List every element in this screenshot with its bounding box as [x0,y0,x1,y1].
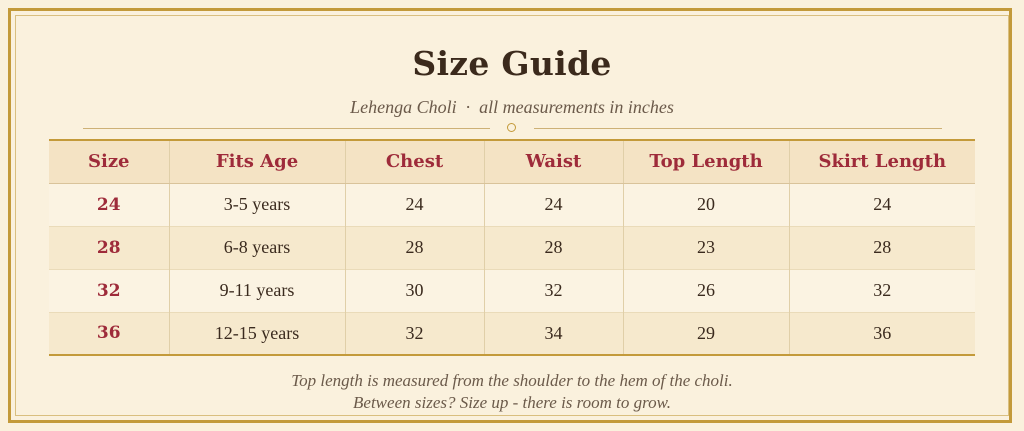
divider-ornament-icon [507,123,516,132]
age-cell: 6-8 years [169,226,345,269]
divider-right [534,128,942,129]
size-cell: 24 [49,183,169,226]
waist-cell: 32 [484,269,623,312]
header-size: Size [49,140,169,183]
header-chest: Chest [345,140,484,183]
table-row [49,183,975,226]
age-cell: 9-11 years [169,269,345,312]
top-length-cell: 26 [623,269,789,312]
measurement-note: Top length is measured from the shoulder to the hem of the choli. [291,371,733,390]
header-top-length: Top Length [623,140,789,183]
page-subtitle: Lehenga Choli · all measurements in inches [350,97,674,117]
chest-cell: 24 [345,183,484,226]
age-cell: 12-15 years [169,312,345,355]
chest-cell: 32 [345,312,484,355]
skirt-length-cell: 24 [789,183,975,226]
size-table [49,139,975,356]
header-waist: Waist [484,140,623,183]
skirt-length-cell: 36 [789,312,975,355]
header-fits-age: Fits Age [169,140,345,183]
size-cell: 32 [49,269,169,312]
page-title: Size Guide [412,44,612,83]
sizing-tip-note: Between sizes? Size up - there is room to grow. [353,393,671,412]
top-length-cell: 29 [623,312,789,355]
chest-cell: 30 [345,269,484,312]
chest-cell: 28 [345,226,484,269]
waist-cell: 28 [484,226,623,269]
table-header-row [49,140,975,183]
table-row [49,226,975,269]
skirt-length-cell: 28 [789,226,975,269]
age-cell: 3-5 years [169,183,345,226]
table-row [49,312,975,355]
waist-cell: 24 [484,183,623,226]
waist-cell: 34 [484,312,623,355]
header-skirt-length: Skirt Length [789,140,975,183]
divider-left [83,128,490,129]
table-row [49,269,975,312]
top-length-cell: 23 [623,226,789,269]
size-cell: 28 [49,226,169,269]
size-cell: 36 [49,312,169,355]
skirt-length-cell: 32 [789,269,975,312]
top-length-cell: 20 [623,183,789,226]
